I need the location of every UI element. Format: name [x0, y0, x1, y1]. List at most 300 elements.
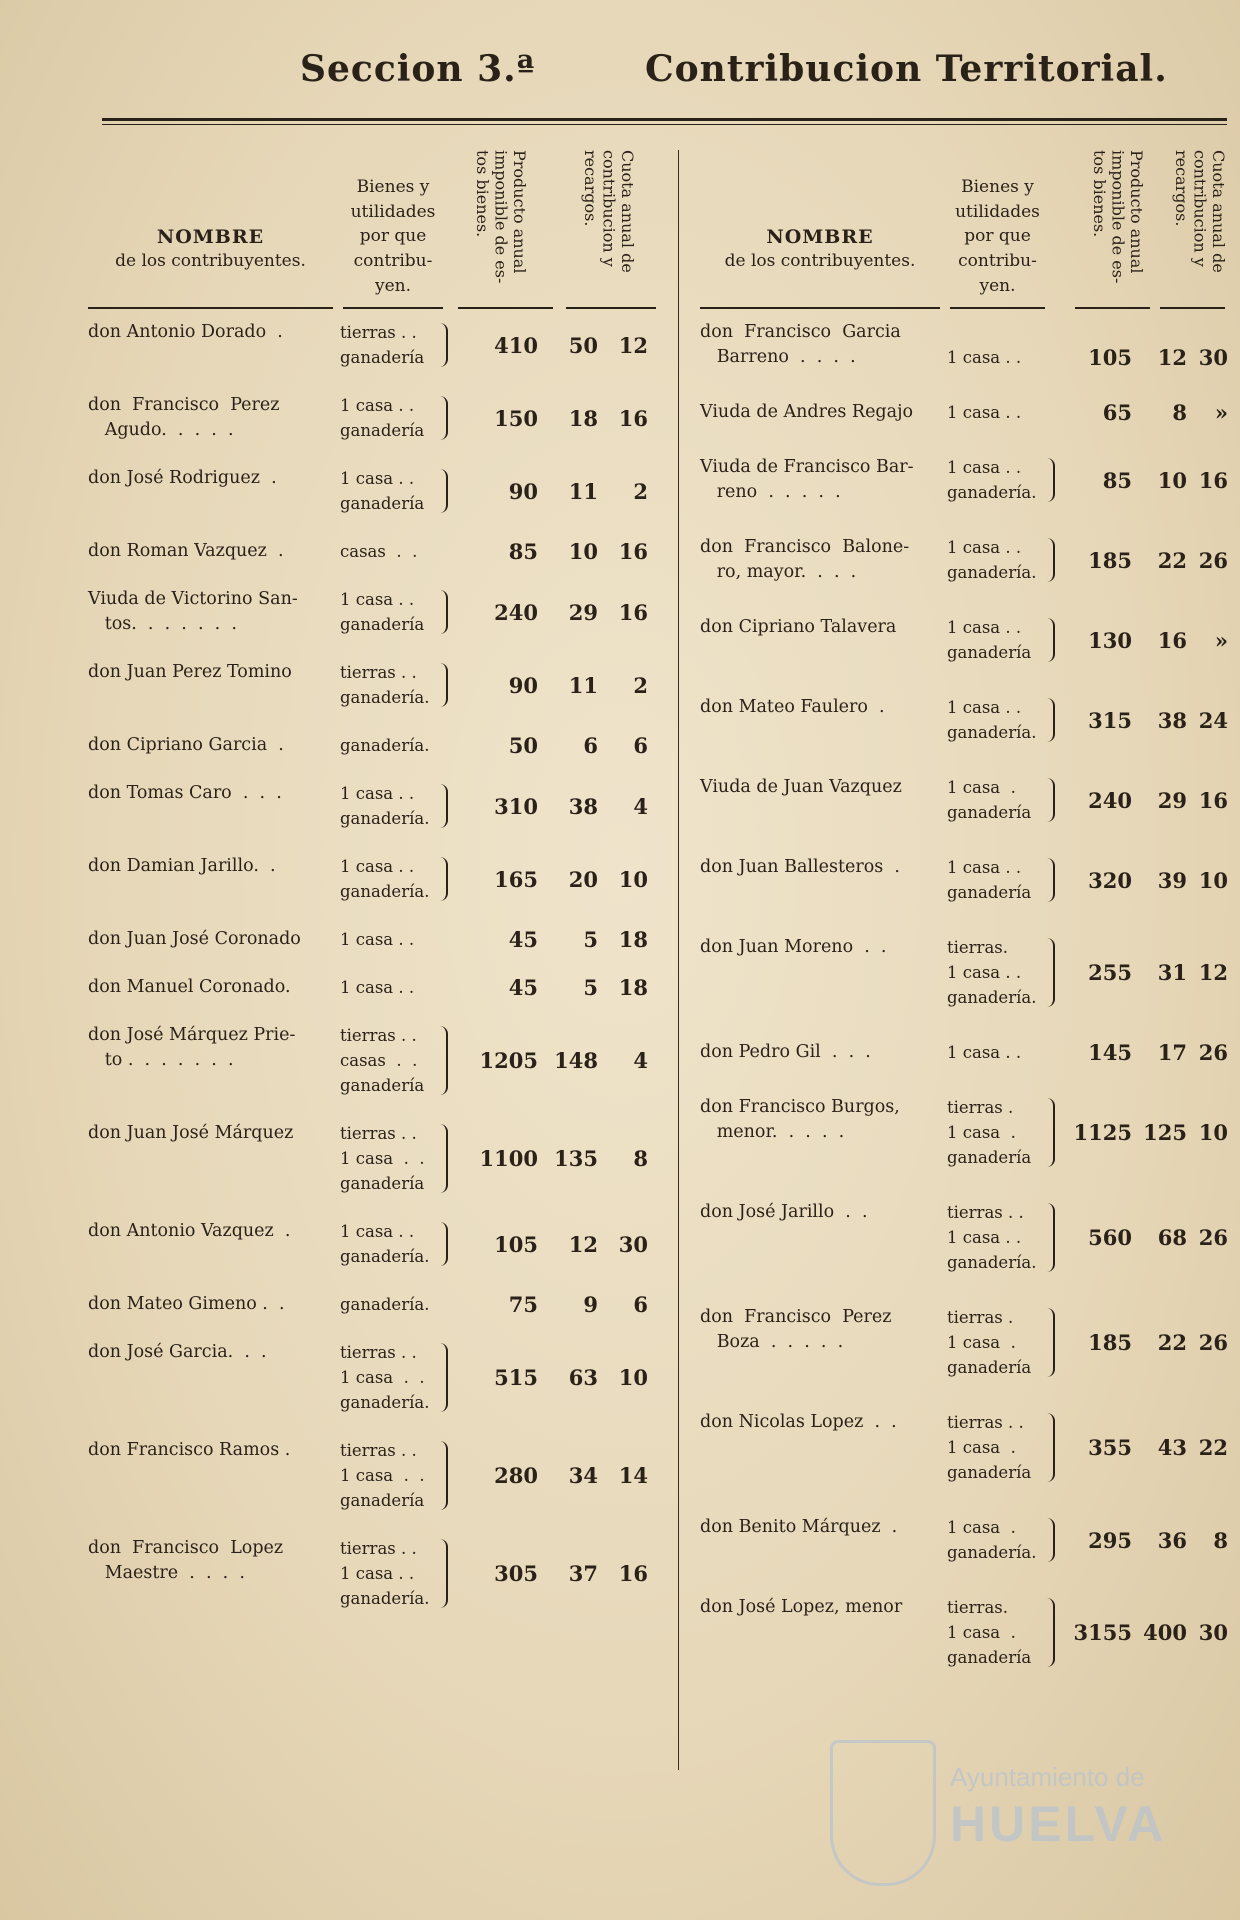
bienes-cell [340, 1121, 425, 1196]
header-name-line2: de los contribuyentes. [724, 250, 916, 271]
producto-value: 1205 [479, 1048, 538, 1073]
cuota-reales-value: 5 [583, 927, 598, 952]
watermark-line1: Ayuntamiento de [950, 1762, 1145, 1792]
producto-value: 320 [1088, 867, 1132, 893]
cuota-reales-value: 16 [1157, 627, 1187, 653]
bienes-line: tierras . . [340, 1539, 417, 1558]
bienes-line: 1 casa . . [340, 590, 415, 609]
bienes-line: 1 casa . . [340, 1564, 415, 1583]
table-row [88, 1438, 663, 1513]
header-bienes-l1: Bienes y [961, 177, 1034, 197]
cuota-reales-value: 6 [583, 733, 598, 758]
contributor-name-line: don Roman Vazquez . [88, 541, 284, 561]
cuota-reales-value: 8 [1172, 400, 1187, 425]
contributor-name-line: don Francisco Perez [88, 395, 280, 415]
left-table-header [88, 145, 663, 315]
contributor-name-line: don Francisco Ramos . [88, 1440, 291, 1460]
bienes-cell [340, 781, 429, 831]
contributor-name [700, 1200, 945, 1225]
bienes-line: ganadería. [340, 688, 430, 707]
contributor-name-line: don José Garcia. . . [88, 1342, 267, 1362]
contributor-name [88, 1219, 338, 1244]
table-row [700, 535, 1230, 585]
contributor-name [88, 660, 338, 685]
bienes-line: ganadería. [340, 809, 430, 828]
contributor-name-line: don Antonio Dorado . [88, 322, 283, 342]
header-bienes-l1: Bienes y [356, 177, 430, 197]
bienes-cell [947, 1410, 1031, 1485]
contributor-name-line: Viuda de Francisco Bar- [700, 457, 914, 477]
bienes-line: ganadería [340, 1491, 425, 1510]
cuota-reales-value: 5 [583, 975, 598, 1000]
bienes-cell [947, 1200, 1036, 1275]
table-row [88, 320, 663, 370]
contributor-name-line: reno . . . . . [700, 482, 841, 502]
header-bienes-l5: yen. [979, 275, 1016, 296]
header-cuota: Cuota anual de contribucion y recargos. [581, 150, 637, 273]
bienes-line: 1 casa . . [947, 1043, 1022, 1062]
bienes-cell [947, 400, 1021, 425]
bienes-line: ganadería [340, 615, 425, 634]
producto-value: 75 [508, 1292, 538, 1317]
cuota-maravedis-value: 18 [618, 975, 648, 1000]
table-row [700, 1515, 1230, 1565]
bienes-cell [947, 1305, 1031, 1380]
bienes-line: 1 casa . . [947, 698, 1022, 717]
cuota-maravedis-value: 30 [618, 1231, 648, 1257]
bienes-cell [947, 535, 1036, 585]
contributor-name-line: don Cipriano Garcia . [88, 735, 284, 755]
contributor-name [88, 539, 338, 564]
producto-value: 560 [1088, 1225, 1132, 1250]
header-bienes-l2: utilidades [955, 201, 1040, 222]
bienes-line: ganadería. [340, 1295, 430, 1314]
table-row [88, 466, 663, 516]
bienes-line: 1 casa . . [947, 458, 1022, 477]
watermark [820, 1740, 1220, 1900]
cuota-reales-value: 36 [1157, 1527, 1187, 1553]
table-row [700, 400, 1230, 425]
table-row [88, 1023, 663, 1098]
title-bar [0, 40, 1240, 100]
contributor-name-line: don Juan José Coronado [88, 929, 301, 949]
bienes-line: ganadería [340, 421, 425, 440]
brace-mark [440, 1441, 448, 1510]
bienes-cell [340, 733, 429, 758]
cuota-maravedis-value: 6 [633, 733, 648, 758]
bienes-cell [947, 935, 1036, 1010]
contributor-name-line: don Francisco Burgos, [700, 1097, 900, 1117]
header-cuota: Cuota anual de contribucion y recargos. [1172, 150, 1228, 273]
bienes-line: ganadería. [340, 1247, 430, 1266]
cuota-maravedis-value: 26 [1198, 1225, 1228, 1250]
header-producto: Producto anual imponible de es-tos bienes. [1090, 150, 1146, 284]
cuota-reales-value: 18 [568, 405, 598, 431]
cuota-maravedis-value: 22 [1198, 1435, 1228, 1460]
contributor-name-line: tos. . . . . . . [88, 614, 237, 634]
bienes-line: 1 casa . . [340, 930, 415, 949]
contributor-name [88, 466, 338, 491]
brace-mark [440, 1539, 448, 1608]
bienes-line: 1 casa . [947, 1518, 1016, 1537]
brace-mark [1047, 938, 1055, 1007]
contributor-name [88, 320, 338, 345]
cuota-reales-value: 38 [568, 793, 598, 819]
header-bienes-l5: yen. [374, 275, 412, 296]
cuota-reales-value: 50 [568, 332, 598, 358]
table-row [700, 1305, 1230, 1380]
header-bienes [945, 175, 1050, 298]
table-row [700, 615, 1230, 665]
bienes-line: 1 casa . . [340, 1149, 425, 1168]
contributor-name [88, 393, 338, 443]
bienes-line: 1 casa . . [947, 348, 1022, 367]
bienes-line: 1 casa . . [947, 1228, 1022, 1247]
bienes-line: 1 casa . [947, 778, 1016, 797]
bienes-cell [340, 1438, 425, 1513]
contributor-name-line: don Tomas Caro . . . [88, 783, 282, 803]
contributor-name-line: don José Rodriguez . [88, 468, 277, 488]
contributor-name [700, 1305, 945, 1355]
cuota-reales-value: 20 [568, 866, 598, 892]
producto-value: 185 [1088, 547, 1132, 573]
bienes-line: tierras . . [340, 1441, 417, 1460]
table-row [88, 393, 663, 443]
bienes-cell [340, 466, 424, 516]
brace-mark [440, 784, 448, 828]
contributor-name-line: don Francisco Garcia [700, 322, 901, 342]
bienes-cell [340, 320, 424, 370]
producto-value: 515 [494, 1365, 538, 1390]
producto-value: 255 [1088, 960, 1132, 985]
cuota-reales-value: 63 [568, 1365, 598, 1390]
contributor-name [88, 587, 338, 637]
cuota-maravedis-value: 14 [618, 1463, 648, 1488]
table-row [88, 733, 663, 758]
bienes-line: ganadería. [340, 1589, 430, 1608]
bienes-line: ganadería. [947, 988, 1037, 1007]
bienes-cell [340, 1219, 429, 1269]
contributor-name [700, 535, 945, 585]
contributor-name [700, 775, 945, 800]
cuota-maravedis-value: 10 [618, 866, 648, 892]
contributor-name-line: don Francisco Balone- [700, 537, 910, 557]
cuota-maravedis-value: 6 [633, 1292, 648, 1317]
contributor-name [88, 781, 338, 806]
table-row [88, 1340, 663, 1415]
contributor-name-line: don Juan Perez Tomino [88, 662, 292, 682]
bienes-line: 1 casa . . [947, 963, 1022, 982]
brace-mark [1047, 1098, 1055, 1167]
table-row [88, 1536, 663, 1611]
bienes-cell [340, 1536, 429, 1611]
cuota-reales-value: 68 [1157, 1225, 1187, 1250]
producto-value: 315 [1088, 707, 1132, 733]
header-name-line2: de los contribuyentes. [115, 250, 306, 271]
brace-mark [1047, 1598, 1055, 1667]
cuota-reales-value: 31 [1157, 960, 1187, 985]
bienes-line: casas . . [340, 1051, 418, 1070]
producto-value: 85 [1102, 467, 1132, 493]
producto-value: 65 [1102, 400, 1132, 425]
bienes-line: 1 casa . [947, 1123, 1016, 1142]
producto-value: 90 [508, 478, 538, 504]
bienes-line: tierras. [947, 938, 1008, 957]
contributor-name [88, 1121, 338, 1146]
contributor-name-line: Boza . . . . . [700, 1332, 844, 1352]
shield-icon [830, 1740, 936, 1886]
producto-value: 50 [508, 733, 538, 758]
table-row [700, 1040, 1230, 1065]
contributor-name [700, 1410, 945, 1435]
header-underline [566, 307, 656, 309]
table-row [700, 935, 1230, 1010]
producto-value: 310 [494, 793, 538, 819]
cuota-maravedis-value: 16 [618, 1561, 648, 1586]
producto-value: 295 [1088, 1527, 1132, 1553]
contributor-name [700, 320, 945, 370]
header-name [88, 225, 333, 272]
bienes-line: tierras. [947, 1598, 1008, 1617]
cuota-reales-value: 22 [1157, 1330, 1187, 1355]
cuota-reales-value: 10 [568, 539, 598, 564]
header-underline [88, 307, 333, 309]
cuota-reales-value: 37 [568, 1561, 598, 1586]
bienes-cell [340, 1340, 429, 1415]
bienes-line: 1 casa . . [340, 1466, 425, 1485]
bienes-cell [340, 539, 417, 564]
cuota-reales-value: 11 [568, 672, 598, 698]
header-underline [950, 307, 1045, 309]
contributor-name [700, 1040, 945, 1065]
contributor-name [700, 615, 945, 640]
cuota-maravedis-value: 12 [618, 332, 648, 358]
bienes-line: ganadería [947, 1463, 1032, 1482]
brace-mark [440, 1343, 448, 1412]
brace-mark [1047, 538, 1055, 582]
header-name [700, 225, 940, 272]
cuota-reales-value: 29 [568, 599, 598, 625]
bienes-line: ganadería. [340, 736, 430, 755]
table-row [88, 854, 663, 904]
contributor-name [700, 935, 945, 960]
producto-value: 105 [1088, 345, 1132, 370]
contributor-name-line: don Mateo Faulero . [700, 697, 885, 717]
bienes-cell [947, 775, 1031, 825]
producto-value: 105 [494, 1231, 538, 1257]
brace-mark [440, 1026, 448, 1095]
brace-mark [440, 469, 448, 513]
header-bienes [338, 175, 448, 298]
table-row [88, 927, 663, 952]
table-row [700, 695, 1230, 745]
header-producto: Producto anual imponible de es-tos bienes. [473, 150, 529, 284]
contributor-name-line: don Damian Jarillo. . [88, 856, 276, 876]
brace-mark [1047, 1203, 1055, 1272]
cuota-maravedis-value: 16 [618, 405, 648, 431]
table-row [700, 1095, 1230, 1170]
column-divider [678, 150, 679, 1770]
cuota-maravedis-value: 26 [1198, 547, 1228, 573]
contributor-name-line: don Manuel Coronado. [88, 977, 291, 997]
cuota-maravedis-value: 18 [618, 927, 648, 952]
cuota-maravedis-value: 2 [633, 672, 648, 698]
brace-mark [440, 323, 448, 367]
cuota-reales-value: 38 [1157, 707, 1187, 733]
bienes-line: ganadería. [340, 1393, 430, 1412]
bienes-line: 1 casa . . [340, 469, 415, 488]
producto-value: 145 [1088, 1040, 1132, 1065]
right-table [700, 145, 1230, 1785]
bienes-line: tierras . . [947, 1413, 1024, 1432]
brace-mark [440, 1222, 448, 1266]
cuota-reales-value: 29 [1157, 787, 1187, 813]
contributor-name [700, 1595, 945, 1620]
cuota-maravedis-value: 30 [1198, 1620, 1228, 1645]
cuota-maravedis-value: 10 [1198, 867, 1228, 893]
header-bienes-l3: por que [359, 226, 427, 247]
bienes-cell [340, 587, 424, 637]
bienes-cell [947, 1515, 1036, 1565]
brace-mark [1047, 1518, 1055, 1562]
cuota-maravedis-value: 8 [1213, 1527, 1228, 1553]
cuota-reales-value: 43 [1157, 1435, 1187, 1460]
contributor-name [700, 1095, 945, 1145]
contributor-name [700, 455, 945, 505]
cuota-maravedis-value: 16 [618, 599, 648, 625]
contributor-name [88, 927, 338, 952]
header-underline [700, 307, 940, 309]
cuota-reales-value: 17 [1157, 1040, 1187, 1065]
producto-value: 355 [1088, 1435, 1132, 1460]
contributor-name [88, 1438, 338, 1463]
producto-value: 90 [508, 672, 538, 698]
bienes-line: ganadería. [947, 1253, 1037, 1272]
cuota-reales-value: 135 [554, 1146, 598, 1171]
bienes-line: ganadería [947, 1148, 1032, 1167]
cuota-reales-value: 10 [1157, 467, 1187, 493]
bienes-line: 1 casa . [947, 1333, 1016, 1352]
bienes-line: tierras . . [340, 1343, 417, 1362]
bienes-line: tierras . . [340, 1124, 417, 1143]
producto-value: 1100 [479, 1146, 538, 1171]
left-table [88, 145, 663, 1785]
contributor-name-line: Viuda de Andres Regajo [700, 402, 914, 422]
bienes-cell [947, 345, 1021, 370]
contributor-name-line: don Benito Márquez . [700, 1517, 898, 1537]
contributor-name [700, 1515, 945, 1540]
contributor-name [700, 400, 945, 425]
producto-value: 3155 [1073, 1620, 1132, 1645]
table-row [700, 855, 1230, 905]
cuota-maravedis-value: » [1214, 400, 1228, 425]
contributor-name-line: don Mateo Gimeno . . [88, 1294, 285, 1314]
cuota-maravedis-value: 12 [1198, 960, 1228, 985]
cuota-reales-value: 22 [1157, 547, 1187, 573]
bienes-line: ganadería [340, 348, 425, 367]
bienes-line: 1 casa . . [340, 1368, 425, 1387]
producto-value: 150 [494, 405, 538, 431]
contributor-name [88, 1536, 338, 1586]
bienes-line: ganadería [947, 1648, 1032, 1667]
contributor-name [700, 855, 945, 880]
table-row [88, 781, 663, 831]
header-bienes-l4: contribu- [353, 250, 433, 271]
brace-mark [440, 590, 448, 634]
producto-value: 185 [1088, 1330, 1132, 1355]
bienes-line: ganadería. [947, 563, 1037, 582]
bienes-line: 1 casa . . [340, 396, 415, 415]
table-row [700, 1200, 1230, 1275]
table-row [700, 1595, 1230, 1670]
bienes-line: 1 casa . . [340, 978, 415, 997]
cuota-reales-value: 125 [1143, 1120, 1187, 1145]
table-row [700, 320, 1230, 370]
bienes-line: ganadería [340, 1174, 425, 1193]
cuota-maravedis-value: 30 [1198, 345, 1228, 370]
cuota-reales-value: 39 [1157, 867, 1187, 893]
contributor-name-line: don Juan Ballesteros . [700, 857, 900, 877]
cuota-reales-value: 9 [583, 1292, 598, 1317]
producto-value: 1125 [1073, 1120, 1132, 1145]
watermark-line2: HUELVA [950, 1796, 1167, 1852]
bienes-cell [340, 1023, 424, 1098]
producto-value: 45 [508, 975, 538, 1000]
cuota-maravedis-value: » [1214, 627, 1228, 653]
brace-mark [1047, 618, 1055, 662]
contributor-name-line: Agudo. . . . . [88, 420, 234, 440]
cuota-maravedis-value: 24 [1198, 707, 1228, 733]
contributor-name-line: Maestre . . . . [88, 1563, 245, 1583]
table-row [88, 1292, 663, 1317]
table-row [88, 539, 663, 564]
header-underline [343, 307, 443, 309]
bienes-line: 1 casa . . [340, 1222, 415, 1241]
contributor-name-line: don Nicolas Lopez . . [700, 1412, 897, 1432]
page-title: Contribucion Territorial. [645, 48, 1168, 90]
table-row [88, 1121, 663, 1196]
bienes-line: ganadería [340, 1076, 425, 1095]
contributor-name-line: don José Lopez, menor [700, 1597, 903, 1617]
producto-value: 280 [494, 1463, 538, 1488]
contributor-name [88, 975, 338, 1000]
contributor-name-line: don José Márquez Prie- [88, 1025, 296, 1045]
producto-value: 130 [1088, 627, 1132, 653]
brace-mark [1047, 778, 1055, 822]
bienes-line: 1 casa . . [947, 538, 1022, 557]
brace-mark [1047, 1413, 1055, 1482]
contributor-name [700, 695, 945, 720]
bienes-line: tierras . [947, 1098, 1014, 1117]
bienes-line: 1 casa . [947, 1623, 1016, 1642]
cuota-maravedis-value: 16 [1198, 787, 1228, 813]
cuota-maravedis-value: 4 [633, 1048, 648, 1073]
contributor-name [88, 1023, 338, 1073]
brace-mark [440, 396, 448, 440]
table-row [88, 975, 663, 1000]
bienes-line: 1 casa . [947, 1438, 1016, 1457]
bienes-line: ganadería. [340, 882, 430, 901]
producto-value: 165 [494, 866, 538, 892]
contributor-name-line: to . . . . . . . [88, 1050, 234, 1070]
cuota-maravedis-value: 16 [1198, 467, 1228, 493]
bienes-cell [947, 615, 1031, 665]
bienes-line: 1 casa . . [340, 784, 415, 803]
bienes-line: tierras . . [340, 323, 417, 342]
cuota-maravedis-value: 2 [633, 478, 648, 504]
cuota-reales-value: 12 [568, 1231, 598, 1257]
bienes-line: ganadería [947, 1358, 1032, 1377]
